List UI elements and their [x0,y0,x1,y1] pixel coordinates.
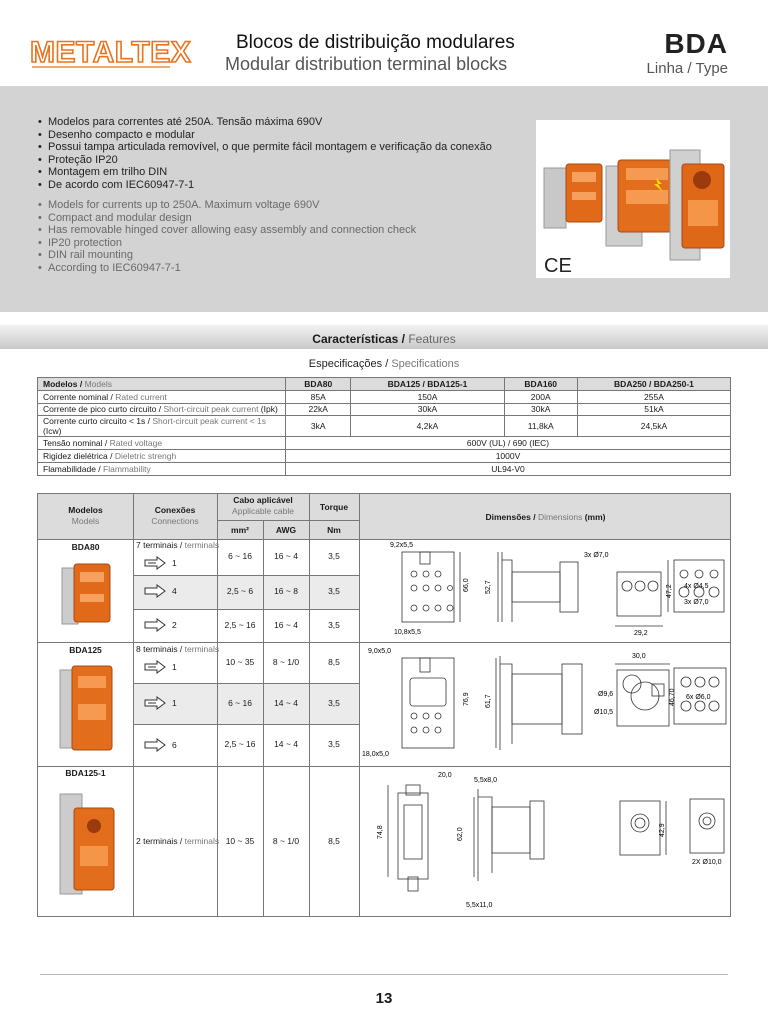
feature-en-item: • IP20 protection [38,237,508,250]
features-heading-pt: Características / [312,332,409,346]
model-name: BDA80 [71,542,100,552]
header-dimensions [359,512,732,523]
header-models-en: Models [71,516,100,526]
header-subrow-line [309,520,359,521]
connector-icon [144,619,166,631]
connector-count: 1 [172,662,177,672]
page-number: 13 [375,990,393,1007]
features-heading-en: Features [408,332,456,346]
spec-row-label [38,416,286,437]
dim-label: 62,0 [457,827,464,841]
spec-row-label [38,450,286,463]
spec-value: 24,5kA [577,416,730,437]
row-line [133,609,359,610]
dim-label: 52,7 [485,580,492,594]
connector-icon [144,697,166,709]
torque-nm: 3,5 [328,586,340,596]
cable-mm2: 2,5 ~ 16 [224,620,256,630]
spec-label-pt: Rigidez dielétrica / [43,451,115,462]
dim-label: 74,8 [377,825,384,839]
dim-label: 9,0x5,0 [368,648,391,655]
terminals-label [136,836,219,846]
terminals-en: terminals [184,836,220,846]
dim-label: Ø10,5 [594,709,614,716]
spec-merged-row [38,462,731,475]
block-medium-image [606,160,676,246]
header-cable-pt: Cabo aplicável [233,495,293,505]
dim-label: 18,0x5,0 [362,751,389,758]
header-models [38,505,133,527]
spec-value: 85A [286,390,351,403]
header-nm: Nm [327,525,341,535]
model-name: BDA125 [69,645,102,655]
header-awg: AWG [275,525,297,535]
dim-label: 3x Ø7,0 [584,552,609,559]
dim-label: 42,9 [659,823,666,837]
spec-label-en: Flammability [103,463,151,474]
spec-header-col: BDA80 [286,378,351,391]
column-line [133,494,134,916]
dim-label: 9,2x5,5 [390,542,413,549]
connector-icon [144,739,166,751]
terminals-label [136,644,219,654]
spec-header-col: BDA160 [504,378,577,391]
features-heading [0,332,768,346]
feature-pt-item: • Proteção IP20 [38,154,508,167]
connector-count: 6 [172,740,177,750]
spec-value: 4,2kA [351,416,504,437]
spec-label-en: Dieletric strengh [114,451,177,462]
bda80-dimension-drawing [362,538,728,640]
dim-label: 61,7 [485,694,492,708]
spec-label-pt: Tensão nominal / [43,438,110,449]
bda125-1-dimension-drawing [362,769,728,915]
features-pt [38,116,508,191]
torque-nm: 3,5 [328,739,340,749]
row-line [133,724,359,725]
model-name: BDA125-1 [65,768,106,778]
connector-icon [144,557,166,569]
feature-pt-item: • Desenho compacto e modular [38,129,508,142]
header-dim-pt: Dimensões / [485,512,538,522]
features-en [38,199,508,274]
product-code: BDA [664,28,728,59]
row-line [133,683,359,684]
metaltex-logo [30,30,192,70]
spec-header-en: Models [84,378,112,389]
torque-nm: 8,5 [328,836,340,846]
dim-label: 2X Ø10,0 [692,859,722,866]
specifications-table [37,377,731,476]
terminals-pt: 7 terminais / [136,540,185,550]
spec-header-col: BDA250 / BDA250-1 [577,378,730,391]
connector-icon [144,585,166,597]
dim-label: 10,8x5,5 [394,629,421,636]
spec-merged-value: UL94-V0 [286,462,731,475]
cable-awg: 16 ~ 4 [274,620,298,630]
cable-awg: 16 ~ 8 [274,586,298,596]
feature-pt-item: • Montagem em trilho DIN [38,166,508,179]
spec-label-en: Rated voltage [109,438,163,449]
logo-text: METALTEX [30,36,192,69]
spec-merged-row [38,450,731,463]
header-conn-pt: Conexões [154,505,196,515]
bda125-1-product-image [56,790,118,902]
spec-value: 51kA [577,403,730,416]
spec-row-label [38,462,286,475]
spec-value: 30kA [351,403,504,416]
header-torque: Torque [319,502,349,512]
spec-merged-row [38,437,731,450]
spec-value: 200A [504,390,577,403]
spec-row [38,416,731,437]
spec-value: 11,8kA [504,416,577,437]
spec-row [38,390,731,403]
connector-count: 2 [172,620,177,630]
dim-label: 47,2 [666,584,673,598]
header-cable [217,495,309,517]
torque-nm: 3,5 [328,551,340,561]
spec-header-pt: Modelos / [43,378,85,389]
spec-label-suffix: (Ipk) [258,404,278,415]
spec-merged-value: 1000V [286,450,731,463]
feature-en-item: • Compact and modular design [38,212,508,225]
torque-nm: 8,5 [328,657,340,667]
dim-label: 6x Ø6,0 [686,694,711,701]
terminals-pt: 8 terminais / [136,644,185,654]
group-separator [38,642,730,643]
title-portuguese: Blocos de distribuição modulares [236,32,515,53]
spec-value: 150A [351,390,504,403]
title-english: Modular distribution terminal blocks [225,54,508,74]
spec-header-models [38,378,286,391]
terminals-label [136,540,219,550]
dim-label: 3x Ø7,0 [684,599,709,606]
cable-awg: 14 ~ 4 [274,739,298,749]
dim-label: 5,5x11,0 [466,902,493,909]
dim-label: 29,2 [634,630,648,637]
spec-heading-en: Specifications [391,358,460,370]
spec-value: 22kA [286,403,351,416]
line-type-label: Linha / Type [646,60,728,77]
spec-row-label [38,437,286,450]
cable-mm2: 6 ~ 16 [228,551,252,561]
header-dim-unit: (mm) [582,512,606,522]
column-line [359,494,360,916]
spec-label-pt: Corrente de pico curto circuito / [43,404,164,415]
dim-label: 20,0 [438,772,452,779]
group-separator [38,766,730,767]
product-photo [536,120,730,278]
spec-header-row [38,378,731,391]
cable-awg: 16 ~ 4 [274,551,298,561]
feature-en-item: • Has removable hinged cover allowing easy assembly and connection check [38,224,508,237]
footer-divider [40,974,728,975]
feature-pt-item: • De acordo com IEC60947-7-1 [38,179,508,192]
cable-awg: 8 ~ 1/0 [272,657,300,667]
specifications-heading [0,358,768,370]
spec-label-suffix: (Icw) [43,426,62,437]
spec-row [38,403,731,416]
header-models-pt: Modelos [68,505,103,515]
spec-heading-pt: Especificações / [308,358,392,370]
terminals-pt: 2 terminais / [136,836,185,846]
ce-mark: CE [544,255,572,277]
cable-awg: 14 ~ 4 [274,698,298,708]
cable-mm2: 6 ~ 16 [228,698,252,708]
bda125-dimension-drawing [362,644,728,764]
cable-mm2: 2,5 ~ 16 [224,739,256,749]
dim-label: Ø9,6 [598,691,614,698]
dim-label: 30,0 [632,653,646,660]
page-header [0,0,768,84]
cable-mm2: 10 ~ 35 [225,657,255,667]
spec-label-pt: Flamabilidade / [43,463,104,474]
models-table [37,493,731,917]
spec-label-en: Short-circuit peak current < 1s [152,416,266,427]
torque-nm: 3,5 [328,620,340,630]
torque-nm: 3,5 [328,698,340,708]
feature-list [38,116,508,274]
column-line [263,520,264,916]
spec-label-en: Rated current [115,391,167,402]
dim-label: 76,9 [463,692,470,706]
spec-header-col: BDA125 / BDA125-1 [351,378,504,391]
header-conn-en: Connections [151,516,199,526]
header-dim-en: Dimensions [537,512,583,522]
block-small-image [544,164,602,228]
dim-label: 66,0 [463,578,470,592]
spec-merged-value: 600V (UL) / 690 (IEC) [286,437,731,450]
dim-label: 46,70 [669,688,676,706]
header-mm2: mm² [231,525,249,535]
feature-pt-item: • Possui tampa articulada removível, o que permite fácil montagem e verificação da conexão [38,141,508,154]
feature-en-item: • According to IEC60947-7-1 [38,262,508,275]
spec-value: 30kA [504,403,577,416]
row-line [133,575,359,576]
spec-label-en: Short-circuit peak current [163,404,259,415]
header-cable-en: Applicable cable [232,506,294,516]
spec-value: 255A [577,390,730,403]
terminals-en: terminals [184,540,220,550]
cable-mm2: 10 ~ 35 [225,836,255,846]
spec-row-label [38,390,286,403]
header-connections [133,505,217,527]
feature-en-item: • Models for currents up to 250A. Maximum voltage 690V [38,199,508,212]
terminals-en: terminals [184,644,220,654]
bda80-product-image [58,560,114,632]
feature-en-item: • DIN rail mounting [38,249,508,262]
spec-label-pt: Corrente curto circuito < 1s / [43,416,153,427]
spec-label-pt: Corrente nominal / [43,391,116,402]
block-large-image [670,150,724,260]
cable-awg: 8 ~ 1/0 [272,836,300,846]
connector-icon [144,661,166,673]
connector-count: 1 [172,558,177,568]
spec-row-label [38,403,286,416]
dim-label: 5,5x8,0 [474,777,497,784]
cable-mm2: 2,5 ~ 6 [226,586,254,596]
connector-count: 1 [172,698,177,708]
bda125-product-image [58,664,116,754]
connector-count: 4 [172,586,177,596]
spec-value: 3kA [286,416,351,437]
dim-label: 4x Ø4,5 [684,583,709,590]
feature-pt-item: • Modelos para correntes até 250A. Tensão máxima 690V [38,116,508,129]
